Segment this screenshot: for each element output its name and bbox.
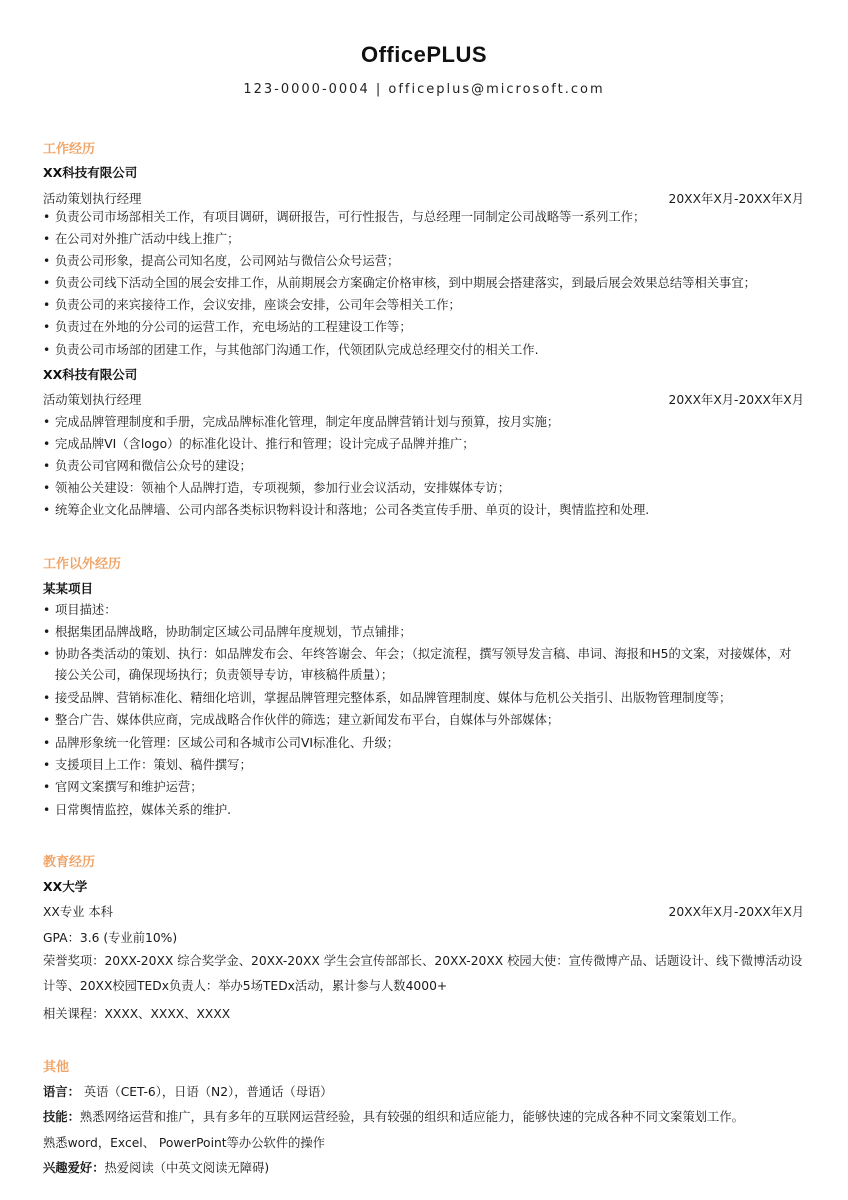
section-title-others: 其他 (43, 1060, 70, 1075)
section-title-work: 工作经历 (43, 142, 96, 157)
courses-text: 相关课程：XXXX、XXXX、XXXX (43, 1007, 231, 1021)
office-skills: 熟悉word，Excel、 PowerPoint等办公软件的操作 (43, 1136, 325, 1150)
job-role: 活动策划执行经理 (43, 192, 142, 206)
language-label: 语言： (43, 1085, 80, 1099)
language-line (43, 1082, 333, 1100)
list-item: • 整合广告、媒体供应商，完成战略合作伙伴的筛选；建立新闻发布平台，自媒体与外部媒体； (43, 713, 560, 727)
list-item: • 项目描述： (43, 603, 117, 617)
job-date: 20XX年X月-20XX年X月 (668, 393, 804, 407)
company-name: XX科技有限公司 (43, 165, 138, 180)
list-item: • 根据集团品牌战略，协助制定区域公司品牌年度规划，节点铺排； (43, 625, 412, 639)
list-item: • 完成品牌VI（含logo）的标准化设计、推行和管理；设计完成子品牌并推广； (43, 437, 475, 451)
list-item: • 完成品牌管理制度和手册，完成品牌标准化管理，制定年度品牌营销计划与预算，按月实施； (43, 415, 560, 429)
major-degree: XX专业 本科 (43, 905, 113, 919)
list-item: • 负责公司市场部的团建工作，与其他部门沟通工作，代领团队完成总经理交付的相关工作. (43, 343, 539, 357)
list-item: • 品牌形象统一化管理：区域公司和各城市公司VI标准化、升级； (43, 736, 400, 750)
list-item: • 统筹企业文化品牌墙、公司内部各类标识物料设计和落地；公司各类宣传手册、单页的设计，舆情监控和处理. (43, 503, 650, 517)
gpa-text: GPA：3.6 (专业前10%) (43, 931, 178, 945)
skills-label: 技能： (43, 1110, 80, 1124)
list-item: • 负责公司的来宾接待工作，会议安排，座谈会安排，公司年会等相关工作； (43, 298, 461, 312)
school-name: XX大学 (43, 879, 88, 894)
skills-line (43, 1107, 744, 1125)
language-value: 英语（CET-6），日语（N2），普通话（母语） (79, 1085, 333, 1099)
list-item: • 负责公司线下活动全国的展会安排工作，从前期展会方案确定价格审核，到中期展会搭建落实，到最后展会效果总结等相关事宜； (43, 276, 756, 290)
hobby-line (43, 1158, 269, 1176)
list-item: • 支援项目上工作：策划、稿件撰写； (43, 758, 252, 772)
resume-name: OfficePLUS (360, 42, 488, 67)
list-item: • 在公司对外推广活动中线上推广； (43, 232, 240, 246)
list-item: • 日常舆情监控，媒体关系的维护. (43, 803, 232, 817)
honors-text: 荣誉奖项：20XX-20XX 综合奖学金、20XX-20XX 学生会宣传部部长、20XX-20XX 校园大使：宣传微博产品、话题设计、线下微博活动设计等、20XX校园TEDx负责人：举办5场TEDx活动，累计参与人数4000+ (43, 954, 803, 993)
list-item: • 负责公司市场部相关工作，有项目调研，调研报告，可行性报告，与总经理一同制定公司战略等一系列工作； (43, 210, 646, 224)
list-item: • 负责过在外地的分公司的运营工作，充电场站的工程建设工作等； (43, 320, 412, 334)
hobby-value: 热爱阅读（中英文阅读无障碍) (104, 1161, 270, 1175)
company-name: XX科技有限公司 (43, 367, 138, 382)
list-item: • 领袖公关建设：领袖个人品牌打造，专项视频，参加行业会议活动，安排媒体专访； (43, 481, 510, 495)
section-title-education: 教育经历 (43, 855, 96, 870)
list-item: • 负责公司官网和微信公众号的建设； (43, 459, 252, 473)
section-title-other-experience: 工作以外经历 (43, 557, 122, 572)
list-item: • 接受品牌、营销标准化、精细化培训，掌握品牌管理完整体系，如品牌管理制度、媒体与危机公关指引、出版物管理制度等； (43, 691, 732, 705)
list-item: • 官网文案撰写和维护运营； (43, 780, 203, 794)
education-date: 20XX年X月-20XX年X月 (668, 905, 804, 919)
list-item: • 协助各类活动的策划、执行：如品牌发布会、年终答谢会、年会；（拟定流程，撰写领导发言稿、串词、海报和H5的文案，对接媒体，对接公关公司，确保现场执行；负责领导专访，审核稿件质量）； (43, 647, 792, 682)
contact-info: 123-0000-0004 | officeplus@microsoft.com (243, 82, 605, 97)
skills-value: 熟悉网络运营和推广，具有多年的互联网运营经验，具有较强的组织和适应能力，能够快速的完成各种不同文案策划工作。 (79, 1110, 744, 1124)
hobby-label: 兴趣爱好： (43, 1161, 105, 1175)
job-date: 20XX年X月-20XX年X月 (668, 192, 804, 206)
project-name: 某某项目 (43, 581, 94, 596)
list-item: • 负责公司形象，提高公司知名度，公司网站与微信公众号运营； (43, 254, 400, 268)
job-role: 活动策划执行经理 (43, 393, 142, 407)
